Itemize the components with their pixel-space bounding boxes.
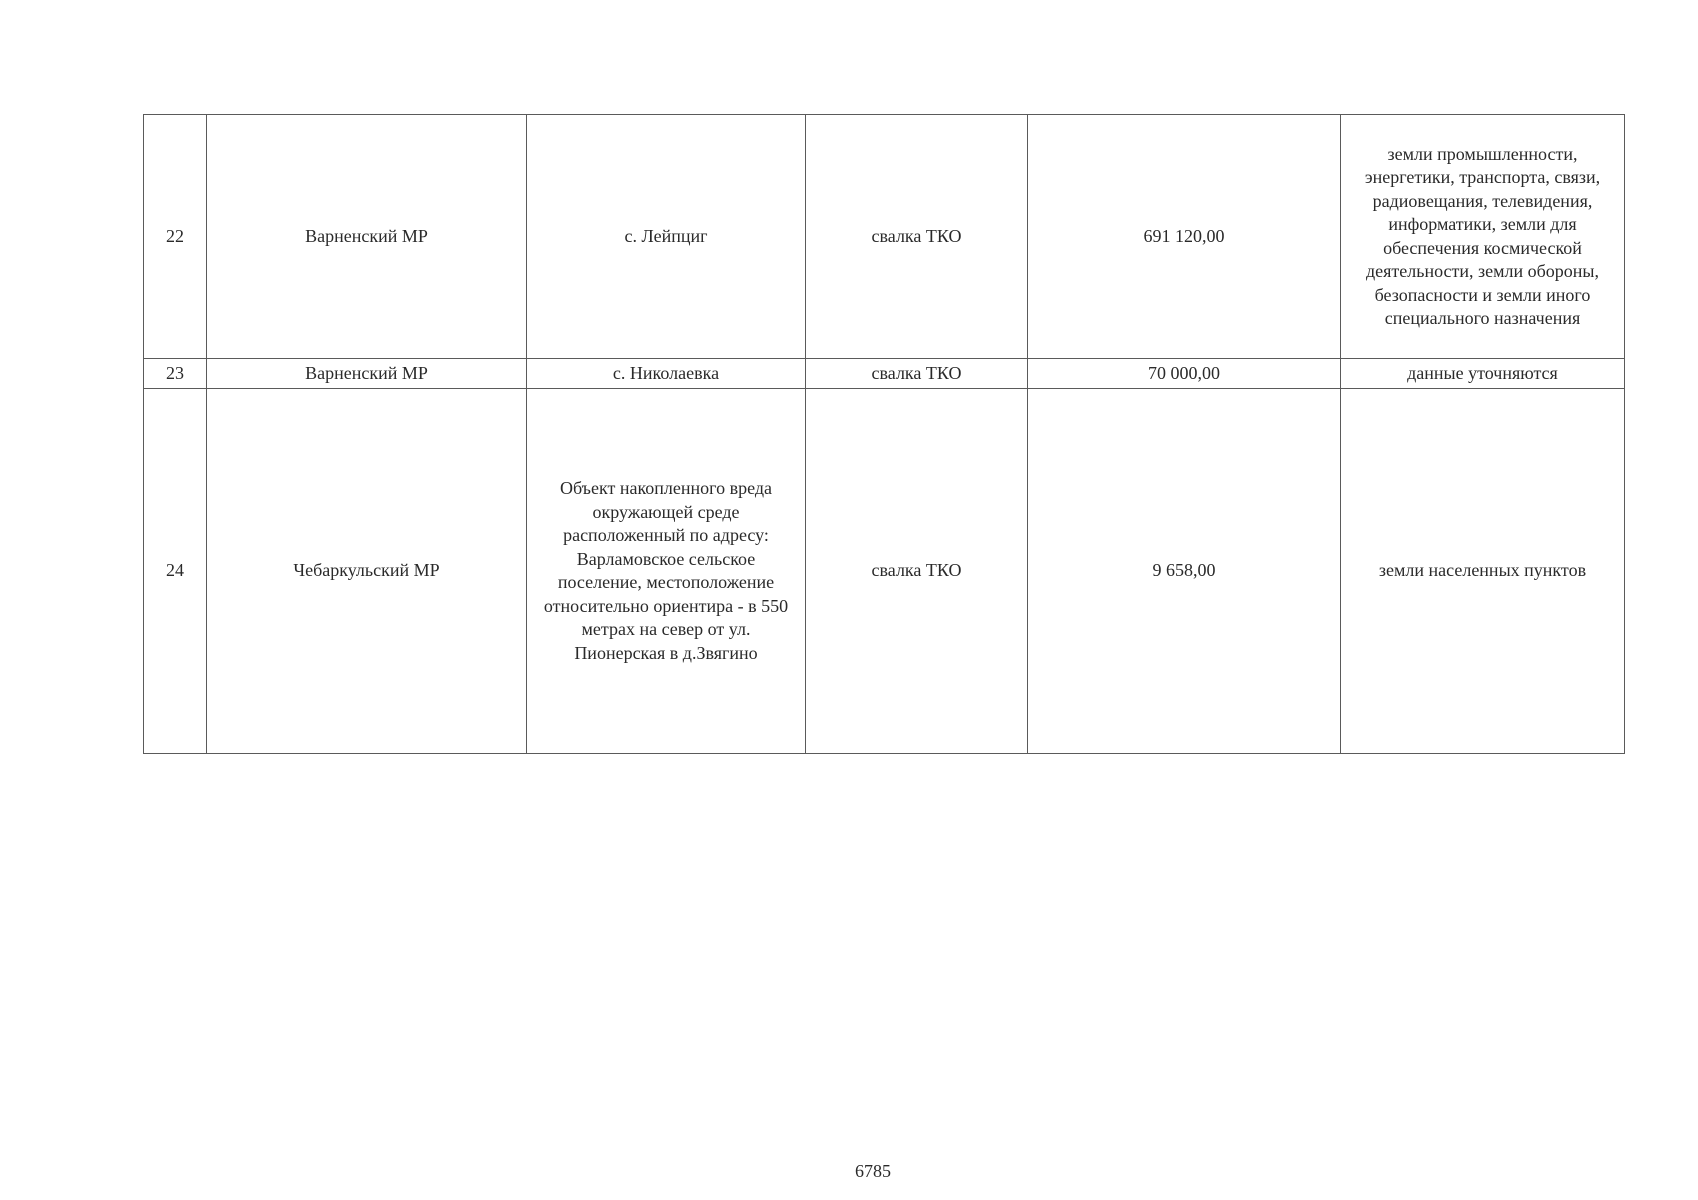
table-row	[144, 115, 1625, 359]
table-row	[144, 359, 1625, 389]
page-number: 6785	[855, 1161, 891, 1181]
row-number: 22	[144, 115, 207, 359]
area-cell: 70 000,00	[1028, 359, 1341, 389]
area-cell: 691 120,00	[1028, 115, 1341, 359]
land-category-cell: земли населенных пунктов	[1341, 389, 1625, 754]
location-cell: Объект накопленного вреда окружающей среде расположенный по адресу: Варламовское сельское поселение, местоположение относительно ориентира - в 550 метрах на север от ул. Пионерская в д.Звягино	[527, 389, 806, 754]
row-number: 23	[144, 359, 207, 389]
object-type-cell: свалка ТКО	[806, 359, 1028, 389]
district-cell: Чебаркульский МР	[207, 389, 527, 754]
table-row	[144, 389, 1625, 754]
object-type-cell: свалка ТКО	[806, 389, 1028, 754]
land-category-cell: данные уточняются	[1341, 359, 1625, 389]
district-cell: Варненский МР	[207, 115, 527, 359]
land-category-cell: земли промышленности, энергетики, транспорта, связи, радиовещания, телевидения, информатики, земли для обеспечения космической деятельности, земли обороны, безопасности и земли иного специального назначения	[1341, 115, 1625, 359]
object-type-cell: свалка ТКО	[806, 115, 1028, 359]
location-cell: с. Николаевка	[527, 359, 806, 389]
row-number: 24	[144, 389, 207, 754]
district-cell: Варненский МР	[207, 359, 527, 389]
landfill-table	[143, 114, 1625, 754]
location-cell: с. Лейпциг	[527, 115, 806, 359]
area-cell: 9 658,00	[1028, 389, 1341, 754]
